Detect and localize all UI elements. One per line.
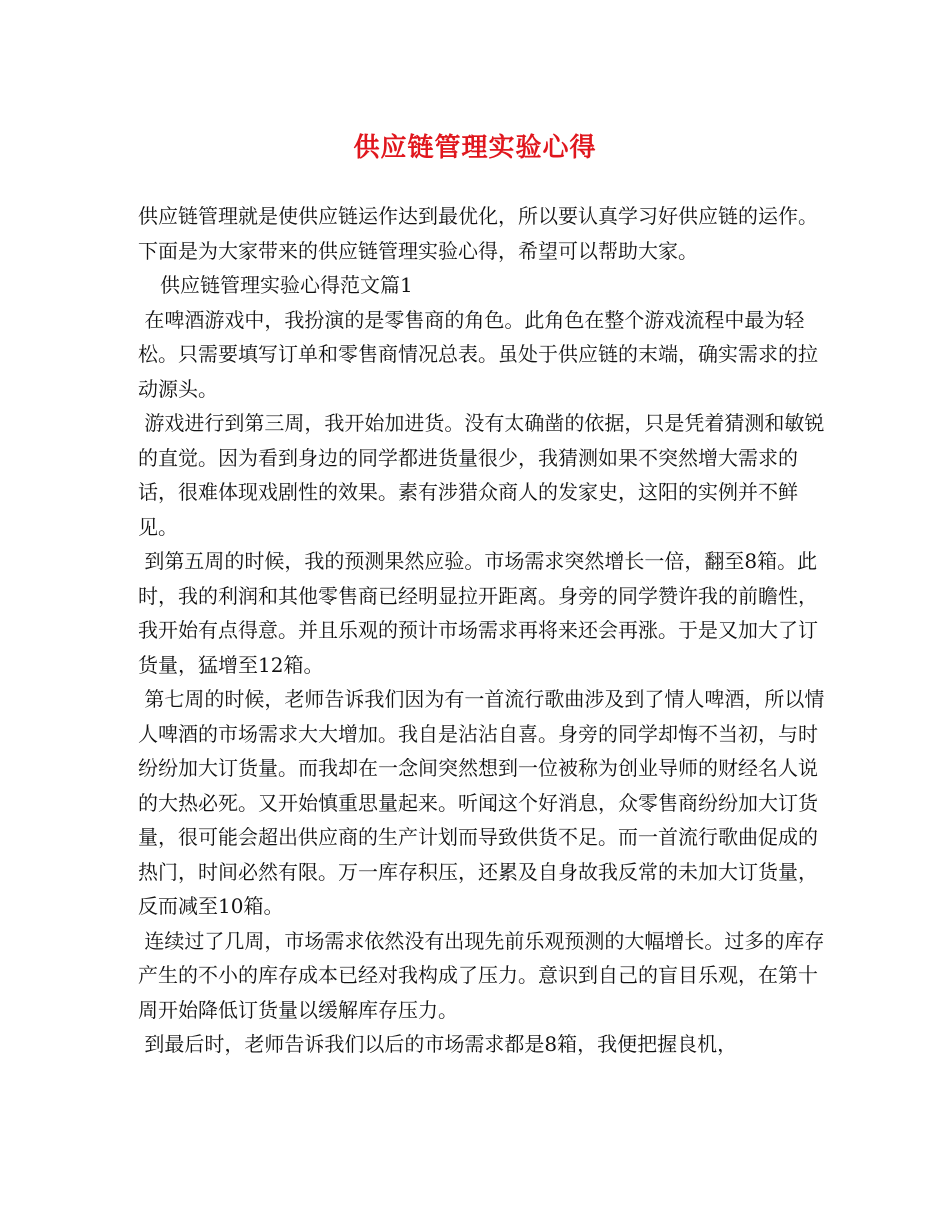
intro-paragraph: 供应链管理就是使供应链运作达到最优化，所以要认真学习好供应链的运作。下面是为大家带来的供应链管理实验心得，希望可以帮助大家。 <box>138 204 818 263</box>
body-paragraph: 到最后时，老师告诉我们以后的市场需求都是8箱，我便把握良机， <box>138 1032 738 1056</box>
body-paragraph: 连续过了几周，市场需求依然没有出现先前乐观预测的大幅增长。过多的库存产生的不小的库存成本已经对我构成了压力。意识到自己的盲目乐观，在第十周开始降低订货量以缓解库存压力。 <box>138 928 825 1022</box>
body-paragraph: 在啤酒游戏中，我扮演的是零售商的角色。此角色在整个游戏流程中最为轻松。只需要填写订单和零售商情况总表。虽处于供应链的末端，确实需求的拉动源头。 <box>138 307 818 401</box>
section-heading: 供应链管理实验心得范文篇1 <box>160 273 413 297</box>
document-body <box>138 199 828 1062</box>
body-paragraph: 游戏进行到第三周，我开始加进货。没有太确凿的依据，只是凭着猜测和敏锐的直觉。因为看到身边的同学都进货量很少，我猜测如果不突然增大需求的话，很难体现戏剧性的效果。素有涉猎众商人的发家史，这阳的实例并不鲜见。 <box>138 411 825 539</box>
body-paragraph: 第七周的时候，老师告诉我们因为有一首流行歌曲涉及到了情人啤酒，所以情人啤酒的市场需求大大增加。我自是沾沾自喜。身旁的同学却悔不当初，与时纷纷加大订货量。而我却在一念间突然想到一位被称为创业导师的财经名人说的大热必死。又开始慎重思量起来。听闻这个好消息，众零售商纷纷加大订货量，很可能会超出供应商的生产计划而导致供货不足。而一首流行歌曲促成的热门，时间必然有限。万一库存积压，还累及自身故我反常的未加大订货量，反而减至10箱。 <box>138 687 825 918</box>
document-title: 供应链管理实验心得 <box>353 133 597 163</box>
body-paragraph: 到第五周的时候，我的预测果然应验。市场需求突然增长一倍，翻至8箱。此时，我的利润和其他零售商已经明显拉开距离。身旁的同学赞许我的前瞻性，我开始有点得意。并且乐观的预计市场需求再将来还会再涨。于是又加大了订货量，猛增至12箱。 <box>138 549 818 677</box>
